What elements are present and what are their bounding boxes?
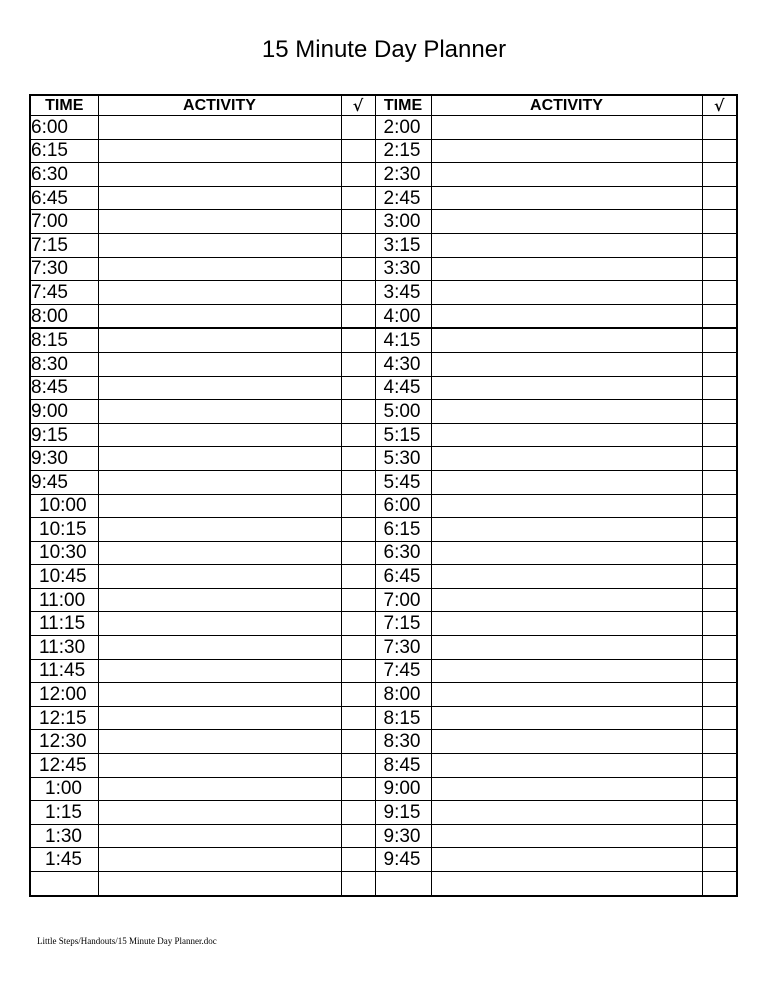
activity-cell-right[interactable] xyxy=(431,777,702,801)
check-cell-right[interactable] xyxy=(702,281,737,305)
time-cell-left: 7:45 xyxy=(30,281,98,305)
table-row xyxy=(30,588,737,612)
time-cell-right: 7:00 xyxy=(375,588,431,612)
check-cell-right[interactable] xyxy=(702,186,737,210)
time-cell-right: 8:45 xyxy=(375,754,431,778)
activity-cell-right[interactable] xyxy=(431,588,702,612)
activity-cell-right[interactable] xyxy=(431,376,702,400)
check-cell-left[interactable] xyxy=(341,210,375,234)
table-row xyxy=(30,186,737,210)
time-cell-right: 2:45 xyxy=(375,186,431,210)
check-cell-right[interactable] xyxy=(702,683,737,707)
time-cell-right: 6:15 xyxy=(375,518,431,542)
check-cell-right[interactable] xyxy=(702,139,737,163)
check-cell-left[interactable] xyxy=(341,588,375,612)
check-cell-right[interactable] xyxy=(702,872,737,896)
time-cell-right: 9:30 xyxy=(375,824,431,848)
time-cell-right: 6:30 xyxy=(375,541,431,565)
activity-cell-right[interactable] xyxy=(431,233,702,257)
table-row xyxy=(30,233,737,257)
activity-cell-left[interactable] xyxy=(98,801,341,825)
check-cell-left[interactable] xyxy=(341,824,375,848)
activity-cell-left[interactable] xyxy=(98,186,341,210)
check-cell-right[interactable] xyxy=(702,352,737,376)
table-row xyxy=(30,612,737,636)
table-row xyxy=(30,706,737,730)
activity-cell-left[interactable] xyxy=(98,423,341,447)
activity-cell-left[interactable] xyxy=(98,659,341,683)
table-row xyxy=(30,777,737,801)
time-cell-left: 9:45 xyxy=(30,470,98,494)
check-cell-left[interactable] xyxy=(341,848,375,872)
activity-cell-right[interactable] xyxy=(431,423,702,447)
check-cell-right[interactable] xyxy=(702,754,737,778)
time-cell-left: 8:15 xyxy=(30,328,98,352)
table-row xyxy=(30,636,737,660)
check-cell-right[interactable] xyxy=(702,518,737,542)
time-cell-left: 9:15 xyxy=(30,423,98,447)
time-cell-right: 6:00 xyxy=(375,494,431,518)
time-cell-right: 4:15 xyxy=(375,328,431,352)
activity-cell-right[interactable] xyxy=(431,754,702,778)
activity-cell-left[interactable] xyxy=(98,233,341,257)
time-cell-left: 12:00 xyxy=(30,683,98,707)
table-row xyxy=(30,281,737,305)
time-cell-right: 7:15 xyxy=(375,612,431,636)
table-row xyxy=(30,163,737,187)
check-cell-right[interactable] xyxy=(702,565,737,589)
activity-cell-right[interactable] xyxy=(431,257,702,281)
activity-cell-left[interactable] xyxy=(98,304,341,328)
time-cell-left: 10:15 xyxy=(30,518,98,542)
check-cell-left[interactable] xyxy=(341,659,375,683)
check-cell-right[interactable] xyxy=(702,163,737,187)
check-cell-left[interactable] xyxy=(341,116,375,140)
activity-cell-right[interactable] xyxy=(431,494,702,518)
time-cell-right: 5:00 xyxy=(375,400,431,424)
header-time-right: TIME xyxy=(375,95,431,116)
time-cell-right xyxy=(375,872,431,896)
time-cell-right: 3:15 xyxy=(375,233,431,257)
check-cell-left[interactable] xyxy=(341,777,375,801)
table-row xyxy=(30,683,737,707)
time-cell-left: 6:15 xyxy=(30,139,98,163)
check-cell-left[interactable] xyxy=(341,518,375,542)
activity-cell-left[interactable] xyxy=(98,328,341,352)
activity-cell-left[interactable] xyxy=(98,139,341,163)
table-row xyxy=(30,376,737,400)
activity-cell-left[interactable] xyxy=(98,636,341,660)
check-cell-right[interactable] xyxy=(702,400,737,424)
time-cell-right: 7:30 xyxy=(375,636,431,660)
check-cell-left[interactable] xyxy=(341,186,375,210)
check-cell-right[interactable] xyxy=(702,588,737,612)
footer-file-path: Little Steps/Handouts/15 Minute Day Planner.doc xyxy=(37,936,217,946)
table-row xyxy=(30,659,737,683)
activity-cell-left[interactable] xyxy=(98,824,341,848)
time-cell-right: 7:45 xyxy=(375,659,431,683)
table-row xyxy=(30,328,737,352)
activity-cell-right[interactable] xyxy=(431,447,702,471)
check-cell-left[interactable] xyxy=(341,447,375,471)
header-row xyxy=(30,95,737,116)
time-cell-left: 7:30 xyxy=(30,257,98,281)
activity-cell-left[interactable] xyxy=(98,400,341,424)
activity-cell-left[interactable] xyxy=(98,163,341,187)
activity-cell-right[interactable] xyxy=(431,801,702,825)
time-cell-left: 9:30 xyxy=(30,447,98,471)
activity-cell-right[interactable] xyxy=(431,683,702,707)
check-cell-right[interactable] xyxy=(702,233,737,257)
time-cell-left: 11:45 xyxy=(30,659,98,683)
check-cell-left[interactable] xyxy=(341,328,375,352)
check-cell-right[interactable] xyxy=(702,636,737,660)
check-cell-right[interactable] xyxy=(702,257,737,281)
time-cell-left: 1:00 xyxy=(30,777,98,801)
activity-cell-right[interactable] xyxy=(431,210,702,234)
time-cell-right: 3:30 xyxy=(375,257,431,281)
activity-cell-right[interactable] xyxy=(431,400,702,424)
check-cell-right[interactable] xyxy=(702,376,737,400)
check-cell-right[interactable] xyxy=(702,777,737,801)
table-row xyxy=(30,801,737,825)
header-activity-right: ACTIVITY xyxy=(431,95,702,116)
check-cell-right[interactable] xyxy=(702,447,737,471)
check-cell-left[interactable] xyxy=(341,706,375,730)
activity-cell-right[interactable] xyxy=(431,186,702,210)
time-cell-left: 7:00 xyxy=(30,210,98,234)
activity-cell-right[interactable] xyxy=(431,328,702,352)
check-cell-left[interactable] xyxy=(341,683,375,707)
check-cell-left[interactable] xyxy=(341,139,375,163)
time-cell-left xyxy=(30,872,98,896)
time-cell-right: 8:15 xyxy=(375,706,431,730)
activity-cell-right[interactable] xyxy=(431,281,702,305)
time-cell-right: 5:30 xyxy=(375,447,431,471)
table-row xyxy=(30,470,737,494)
activity-cell-left[interactable] xyxy=(98,376,341,400)
activity-cell-left[interactable] xyxy=(98,541,341,565)
check-cell-right[interactable] xyxy=(702,210,737,234)
activity-cell-left[interactable] xyxy=(98,352,341,376)
table-row xyxy=(30,447,737,471)
activity-cell-left[interactable] xyxy=(98,116,341,140)
check-cell-left[interactable] xyxy=(341,400,375,424)
activity-cell-right[interactable] xyxy=(431,518,702,542)
time-cell-left: 10:45 xyxy=(30,565,98,589)
check-cell-left[interactable] xyxy=(341,470,375,494)
time-cell-right: 8:30 xyxy=(375,730,431,754)
time-cell-left: 1:15 xyxy=(30,801,98,825)
table-row xyxy=(30,210,737,234)
activity-cell-left[interactable] xyxy=(98,565,341,589)
activity-cell-left[interactable] xyxy=(98,730,341,754)
activity-cell-right[interactable] xyxy=(431,352,702,376)
time-cell-right: 2:15 xyxy=(375,139,431,163)
check-cell-left[interactable] xyxy=(341,376,375,400)
time-cell-left: 8:30 xyxy=(30,352,98,376)
activity-cell-right[interactable] xyxy=(431,824,702,848)
time-cell-left: 8:45 xyxy=(30,376,98,400)
activity-cell-right[interactable] xyxy=(431,470,702,494)
activity-cell-left[interactable] xyxy=(98,257,341,281)
activity-cell-left[interactable] xyxy=(98,848,341,872)
time-cell-left: 6:45 xyxy=(30,186,98,210)
check-cell-left[interactable] xyxy=(341,233,375,257)
check-cell-left[interactable] xyxy=(341,730,375,754)
check-cell-right[interactable] xyxy=(702,470,737,494)
time-cell-left: 10:00 xyxy=(30,494,98,518)
activity-cell-left[interactable] xyxy=(98,683,341,707)
activity-cell-right[interactable] xyxy=(431,706,702,730)
check-cell-left[interactable] xyxy=(341,612,375,636)
activity-cell-left[interactable] xyxy=(98,706,341,730)
activity-cell-right[interactable] xyxy=(431,659,702,683)
check-cell-left[interactable] xyxy=(341,494,375,518)
activity-cell-right[interactable] xyxy=(431,730,702,754)
activity-cell-left[interactable] xyxy=(98,777,341,801)
activity-cell-left[interactable] xyxy=(98,210,341,234)
check-cell-left[interactable] xyxy=(341,754,375,778)
time-cell-left: 11:15 xyxy=(30,612,98,636)
activity-cell-right[interactable] xyxy=(431,541,702,565)
table-row xyxy=(30,872,737,896)
table-row xyxy=(30,400,737,424)
table-row xyxy=(30,541,737,565)
check-cell-right[interactable] xyxy=(702,612,737,636)
time-cell-left: 1:30 xyxy=(30,824,98,848)
check-cell-left[interactable] xyxy=(341,304,375,328)
check-cell-left[interactable] xyxy=(341,636,375,660)
activity-cell-right[interactable] xyxy=(431,163,702,187)
time-cell-left: 12:30 xyxy=(30,730,98,754)
time-cell-right: 9:15 xyxy=(375,801,431,825)
activity-cell-right[interactable] xyxy=(431,304,702,328)
time-cell-right: 3:45 xyxy=(375,281,431,305)
table-row xyxy=(30,824,737,848)
table-row xyxy=(30,494,737,518)
activity-cell-left[interactable] xyxy=(98,518,341,542)
table-row xyxy=(30,848,737,872)
table-row xyxy=(30,304,737,328)
check-cell-left[interactable] xyxy=(341,801,375,825)
check-cell-left[interactable] xyxy=(341,352,375,376)
check-cell-right[interactable] xyxy=(702,706,737,730)
check-cell-right[interactable] xyxy=(702,494,737,518)
header-activity-left: ACTIVITY xyxy=(98,95,341,116)
time-cell-left: 11:00 xyxy=(30,588,98,612)
activity-cell-right[interactable] xyxy=(431,116,702,140)
header-check-left: √ xyxy=(341,95,375,116)
time-cell-left: 1:45 xyxy=(30,848,98,872)
table-row xyxy=(30,754,737,778)
page-title: 15 Minute Day Planner xyxy=(261,36,507,63)
check-cell-right[interactable] xyxy=(702,730,737,754)
table-row xyxy=(30,423,737,447)
activity-cell-left[interactable] xyxy=(98,754,341,778)
time-cell-right: 2:30 xyxy=(375,163,431,187)
table-row xyxy=(30,116,737,140)
check-cell-right[interactable] xyxy=(702,423,737,447)
time-cell-left: 11:30 xyxy=(30,636,98,660)
time-cell-right: 6:45 xyxy=(375,565,431,589)
check-cell-right[interactable] xyxy=(702,801,737,825)
table-row xyxy=(30,257,737,281)
activity-cell-right[interactable] xyxy=(431,636,702,660)
time-cell-left: 10:30 xyxy=(30,541,98,565)
time-cell-left: 6:30 xyxy=(30,163,98,187)
check-cell-right[interactable] xyxy=(702,848,737,872)
time-cell-left: 7:15 xyxy=(30,233,98,257)
time-cell-right: 9:00 xyxy=(375,777,431,801)
activity-cell-left[interactable] xyxy=(98,612,341,636)
table-row xyxy=(30,565,737,589)
table-row xyxy=(30,518,737,542)
check-cell-right[interactable] xyxy=(702,824,737,848)
check-cell-left[interactable] xyxy=(341,281,375,305)
check-cell-right[interactable] xyxy=(702,328,737,352)
activity-cell-left[interactable] xyxy=(98,588,341,612)
check-cell-left[interactable] xyxy=(341,423,375,447)
check-cell-left[interactable] xyxy=(341,541,375,565)
check-cell-right[interactable] xyxy=(702,541,737,565)
activity-cell-left[interactable] xyxy=(98,281,341,305)
check-cell-left[interactable] xyxy=(341,163,375,187)
check-cell-right[interactable] xyxy=(702,116,737,140)
time-cell-left: 9:00 xyxy=(30,400,98,424)
time-cell-left: 8:00 xyxy=(30,304,98,328)
check-cell-left[interactable] xyxy=(341,872,375,896)
time-cell-right: 4:45 xyxy=(375,376,431,400)
activity-cell-right[interactable] xyxy=(431,872,702,896)
activity-cell-left[interactable] xyxy=(98,872,341,896)
check-cell-right[interactable] xyxy=(702,659,737,683)
time-cell-left: 12:15 xyxy=(30,706,98,730)
table-row xyxy=(30,352,737,376)
check-cell-left[interactable] xyxy=(341,257,375,281)
time-cell-right: 5:15 xyxy=(375,423,431,447)
header-time-left: TIME xyxy=(30,95,98,116)
activity-cell-left[interactable] xyxy=(98,494,341,518)
time-cell-right: 4:30 xyxy=(375,352,431,376)
time-cell-right: 8:00 xyxy=(375,683,431,707)
time-cell-left: 6:00 xyxy=(30,116,98,140)
time-cell-right: 2:00 xyxy=(375,116,431,140)
planner-table xyxy=(29,94,738,897)
check-cell-right[interactable] xyxy=(702,304,737,328)
table-row xyxy=(30,730,737,754)
time-cell-right: 3:00 xyxy=(375,210,431,234)
activity-cell-right[interactable] xyxy=(431,848,702,872)
activity-cell-right[interactable] xyxy=(431,612,702,636)
check-cell-left[interactable] xyxy=(341,565,375,589)
activity-cell-left[interactable] xyxy=(98,447,341,471)
table-row xyxy=(30,139,737,163)
activity-cell-left[interactable] xyxy=(98,470,341,494)
activity-cell-right[interactable] xyxy=(431,139,702,163)
header-check-right: √ xyxy=(702,95,737,116)
activity-cell-right[interactable] xyxy=(431,565,702,589)
time-cell-left: 12:45 xyxy=(30,754,98,778)
time-cell-right: 5:45 xyxy=(375,470,431,494)
time-cell-right: 4:00 xyxy=(375,304,431,328)
time-cell-right: 9:45 xyxy=(375,848,431,872)
